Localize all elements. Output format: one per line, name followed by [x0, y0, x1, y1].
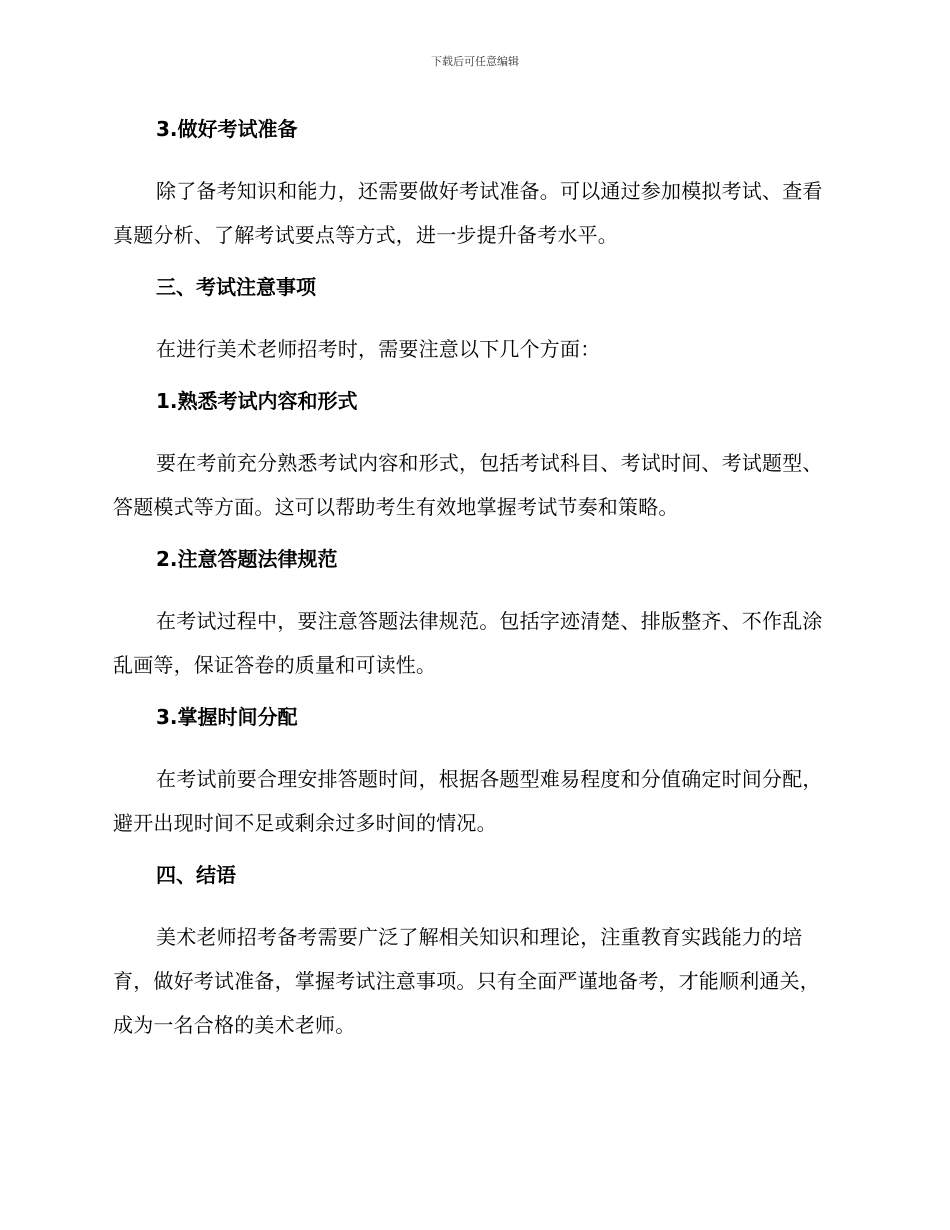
paragraph-norms: 在考试过程中，要注意答题法律规范。包括字迹清楚、排版整齐、不作乱涂乱画等，保证答卷的质量和可读性。 [113, 609, 823, 677]
paragraph-familiar: 要在考前充分熟悉考试内容和形式，包括考试科目、考试时间、考试题型、答题模式等方面。这可以帮助考生有效地掌握考试节奏和策略。 [113, 451, 823, 519]
paragraph-prep: 除了备考知识和能力，还需要做好考试准备。可以通过参加模拟考试、查看真题分析、了解考试要点等方式，进一步提升备考水平。 [113, 179, 823, 247]
page-header: 下载后可任意编辑 [431, 55, 519, 68]
paragraph-time: 在考试前要合理安排答题时间，根据各题型难易程度和分值确定时间分配，避开出现时间不足或剩余过多时间的情况。 [113, 767, 823, 835]
paragraph-notes-intro: 在进行美术老师招考时，需要注意以下几个方面： [156, 337, 601, 361]
section-heading-notes: 三、考试注意事项 [156, 275, 316, 299]
document-body [113, 112, 833, 1047]
section-heading-conclusion: 四、结语 [156, 863, 236, 887]
section-heading-norms: 2.注意答题法律规范 [156, 547, 338, 571]
section-heading-prep: 3.做好考试准备 [156, 117, 298, 141]
section-heading-time: 3.掌握时间分配 [156, 705, 298, 729]
paragraph-conclusion: 美术老师招考备考需要广泛了解相关知识和理论，注重教育实践能力的培育，做好考试准备，掌握考试注意事项。只有全面严谨地备考，才能顺利通关，成为一名合格的美术老师。 [113, 925, 820, 1037]
section-heading-familiar: 1.熟悉考试内容和形式 [156, 389, 358, 413]
